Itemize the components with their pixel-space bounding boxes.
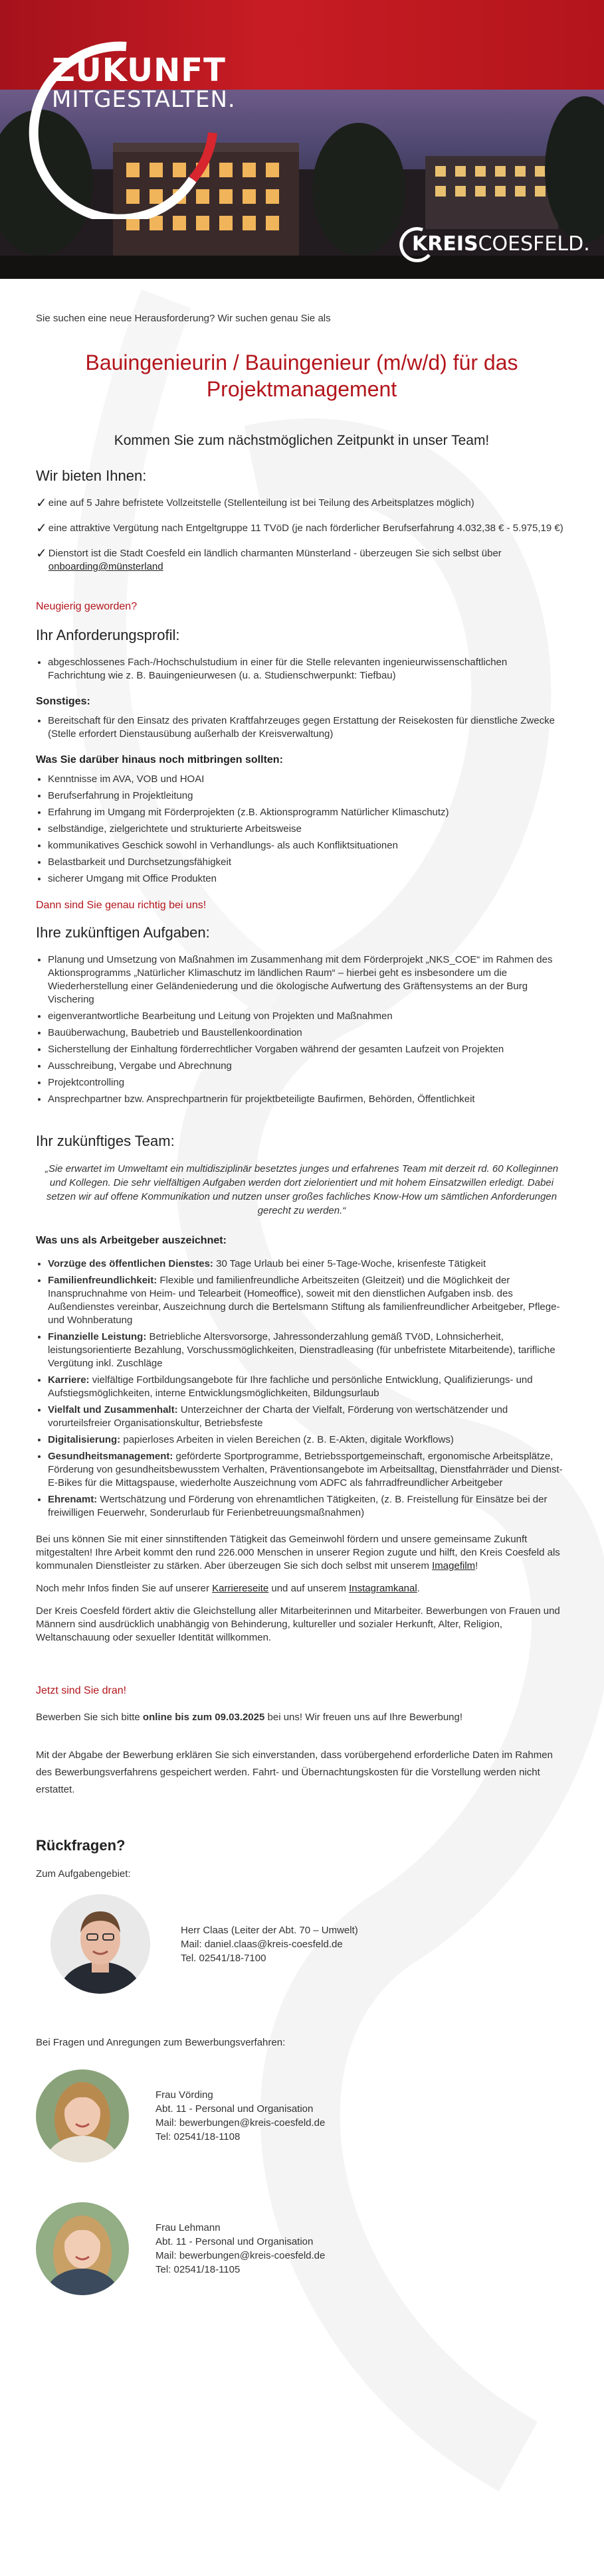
list-item: • kommunikatives Geschick sowohl in Verhandlungs- als auch Konfliktsituationen <box>48 839 567 852</box>
contact-lehmann <box>36 2202 567 2295</box>
profile-list <box>36 656 567 683</box>
list-item: • Ausschreibung, Vergabe und Abrechnung <box>48 1060 567 1073</box>
avatar <box>36 2069 129 2162</box>
list-item: • Belastbarkeit und Durchsetzungsfähigkeit <box>48 856 567 869</box>
task-contact-label: Zum Aufgabengebiet: <box>36 1868 131 1880</box>
questions-heading: Rückfragen? <box>36 1837 126 1854</box>
list-item: • sicherer Umgang mit Office Produkten <box>48 872 567 886</box>
check-icon: ✓ <box>36 546 47 561</box>
employer-list <box>36 1257 567 1520</box>
contact-phone: Tel: 02541/18-1105 <box>155 2264 241 2275</box>
list-item: • abgeschlossenes Fach-/Hochschulstudium in einer für die Stelle relevanten ingenieurwissenschaftlichen Fachrichtung wie z. B. Bauingenieurwesen (u. a. Studienschwerpunkt: Tiefbau) <box>48 656 567 683</box>
list-item: • Ansprechpartner bzw. Ansprechpartnerin für projektbeteiligte Baufirmen, Behörden, Öffentlichkeit <box>48 1093 567 1106</box>
contact-mail: Mail: bewerbungen@kreis-coesfeld.de <box>155 2250 326 2261</box>
extra-heading: Was Sie darüber hinaus noch mitbringen sollten: <box>36 754 283 765</box>
contact-name: Frau Vörding <box>155 2089 213 2101</box>
check-icon: ✓ <box>36 496 47 511</box>
contact-phone: Tel. 02541/18-7100 <box>181 1952 266 1964</box>
more-info-text: Noch mehr Infos finden Sie auf unserer Karriereseite und auf unserem Instagramkanal. <box>36 1583 420 1594</box>
list-item: • Berufserfahrung in Projektleitung <box>48 789 567 803</box>
process-contact-label: Bei Fragen und Anregungen zum Bewerbungsverfahren: <box>36 2037 286 2048</box>
header-banner <box>0 0 604 279</box>
list-item: • Karriere: vielfältige Fortbildungsangebote für Ihre fachliche und persönliche Entwicklung, Qualifizierungs- und Aufstiegsmöglichkeiten, interne Entwicklungsmöglichkeiten, Bildungsurlaub <box>48 1374 567 1400</box>
list-item: • Gesundheitsmanagement: geförderte Sportprogramme, Betriebssportgemeinschaft, ergonomische Arbeitsplätze, Förderung von gesundheitsbewusstem Verhalten, Präventionsangebote im Arbeitsalltag, Dienstfahrräder und Dienst-E-Bikes für die Mittagspause, wiederholte Auszeichnung vom ADFC als fahrradfreundlicher Arbeitgeber <box>48 1450 567 1490</box>
sonstiges-heading: Sonstiges: <box>36 696 90 707</box>
extra-list <box>36 773 567 886</box>
list-item: • selbständige, zielgerichtete und strukturierte Arbeitsweise <box>48 823 567 836</box>
list-item: • Finanzielle Leistung: Betriebliche Altersvorsorge, Jahressonderzahlung gemäß TVöD, Lohnsicherheit, leistungsorientierte Bezahlung, Vorschussmöglichkeiten, Dienstradleasing (für unbefristete Mitarbeitende), tarifliche Vergütung inkl. Zuschläge <box>48 1330 567 1370</box>
employer-heading: Was uns als Arbeitgeber auszeichnet: <box>36 1235 227 1246</box>
logo-line1: ZUKUNFT <box>52 52 226 89</box>
main-content <box>36 312 567 2322</box>
contact-dept: Abt. 11 - Personal und Organisation <box>155 2103 314 2115</box>
team-heading: Ihr zukünftiges Team: <box>36 1133 175 1149</box>
logo-ring-icon <box>13 20 239 219</box>
offer-item: ✓ eine attraktive Vergütung nach Entgeltgruppe 11 TVöD (je nach förderlicher Berufserfahrung 4.032,38 € - 5.975,19 €) <box>36 521 563 536</box>
apply-now-text: Jetzt sind Sie dran! <box>36 1685 127 1696</box>
kreis-coesfeld-logo: KREISCOESFELD. <box>412 232 590 256</box>
career-page-link[interactable]: Karriereseite <box>212 1583 269 1594</box>
offer-item: ✓ eine auf 5 Jahre befristete Vollzeitstelle (Stellenteilung ist bei Teilung des Arbeitsplatzes möglich) <box>36 496 474 511</box>
instagram-link[interactable]: Instagramkanal <box>349 1583 417 1594</box>
tasks-list <box>36 953 567 1106</box>
job-title: Bauingenieurin / Bauingenieur (m/w/d) für das Projektmanagement <box>85 351 518 401</box>
avatar <box>50 1894 150 1994</box>
logo-line2: MITGESTALTEN. <box>52 86 236 113</box>
list-item: • Vorzüge des öffentlichen Dienstes: 30 Tage Urlaub bei einer 5-Tage-Woche, krisenfeste Tätigkeit <box>48 1257 567 1271</box>
curious-text: Neugierig geworden? <box>36 601 138 612</box>
apply-text: Bewerben Sie sich bitte online bis zum 09.03.2025 bei uns! Wir freuen uns auf Ihre Bewerbung! <box>36 1712 463 1723</box>
contact-mail: Mail: daniel.claas@kreis-coesfeld.de <box>181 1938 343 1950</box>
contact-name: Herr Claas (Leiter der Abt. 70 – Umwelt) <box>181 1924 358 1936</box>
lead-text: Kommen Sie zum nächstmöglichen Zeitpunkt in unser Team! <box>114 433 490 448</box>
list-item: • Sicherstellung der Einhaltung förderrechtlicher Vorgaben während der gesamten Laufzeit von Projekten <box>48 1043 567 1056</box>
contact-phone: Tel: 02541/18-1108 <box>155 2131 241 2142</box>
offer-heading: Wir bieten Ihnen: <box>36 467 147 484</box>
list-item: • Bereitschaft für den Einsatz des privaten Kraftfahrzeuges gegen Erstattung der Reisekosten für dienstliche Zwecke (Stelle erfordert Dienstausübung außerhalb der Kreisverwaltung) <box>48 714 567 741</box>
list-item: • Digitalisierung: papierloses Arbeiten in vielen Bereichen (z. B. E-Akten, digitale Workflows) <box>48 1433 567 1447</box>
list-item: • Erfahrung im Umgang mit Förderprojekten (z.B. Aktionsprogramm Natürlicher Klimaschutz) <box>48 806 567 819</box>
region-text: Bei uns können Sie mit einer sinnstiftenden Tätigkeit das Gemeinwohl fördern und unsere gemeinsame Zukunft mitgestalten! Ihre Arbeit kommt den rund 226.000 Menschen in unserer Region zugute und hilft, den Kreis Coesfeld als kommunalen Dienstleister zu stärken. Aber überzeugen Sie sich doch selbst mit unserem Imagefilm! <box>36 1534 560 1571</box>
right-for-us-text: Dann sind Sie genau richtig bei uns! <box>36 900 207 911</box>
contact-claas <box>50 1894 567 1994</box>
list-item: • Vielfalt und Zusammenhalt: Unterzeichner der Charta der Vielfalt, Förderung von wertschätzender und vorurteilsfreier Organisationskultur, Betriebsfeste <box>48 1404 567 1430</box>
contact-mail: Mail: bewerbungen@kreis-coesfeld.de <box>155 2117 326 2129</box>
profile-heading: Ihr Anforderungsprofil: <box>36 627 180 643</box>
avatar <box>36 2202 129 2295</box>
contact-dept: Abt. 11 - Personal und Organisation <box>155 2236 314 2247</box>
team-quote: „Sie erwartet im Umweltamt ein multidisziplinär besetztes junges und erfahrenes Team mit derzeit rd. 60 Kolleginnen und Kollegen. Die sehr vielfältigen Aufgaben werden dort zielorientiert und mit hohem Einsatzwillen erledigt. Dabei setzen wir auf offene Kommunikation und nutzen unser großes fachliches Know-How um sämtlichen Anforderungen gerecht zu werden.“ <box>45 1163 559 1216</box>
offer-item: ✓ Dienstort ist die Stadt Coesfeld ein ländlich charmanten Münsterland - überzeugen Sie sich selbst über onboarding@münsterland <box>36 546 502 572</box>
list-item: • Ehrenamt: Wertschätzung und Förderung von ehrenamtlichen Tätigkeiten, (z. B. Freistellung für Einsätze bei der freiwilligen Feuerwehr, Sonderurlaub für Ferienbetreuungsmaßnahmen) <box>48 1493 567 1520</box>
check-icon: ✓ <box>36 521 47 536</box>
equality-text: Der Kreis Coesfeld fördert aktiv die Gleichstellung aller Mitarbeiterinnen und Mitarbeiter. Bewerbungen von Frauen und Männern sind ausdrücklich unabhängig von Behinderung, kultureller und sozialer Herkunft, Alter, Religion, Weltanschauung oder sexueller Identität willkommen. <box>36 1605 560 1643</box>
intro-text: Sie suchen eine neue Herausforderung? Wir suchen genau Sie als <box>36 313 331 324</box>
list-item: • Planung und Umsetzung von Maßnahmen im Zusammenhang mit dem Förderprojekt „NKS_COE“ im Rahmen des Aktionsprogramms „Natürlicher Klimaschutz im ländlichen Raum“ – hierbei geht es insbesondere um die Wiederherstellung einer Geländeniederung und die ökologische Aufwertung des Gräftensystems an der Burg Vischering <box>48 953 567 1006</box>
imagefilm-link[interactable]: Imagefilm <box>432 1560 476 1571</box>
list-item: • Bauüberwachung, Baubetrieb und Baustellenkoordination <box>48 1026 567 1040</box>
list-item: • eigenverantwortliche Bearbeitung und Leitung von Projekten und Maßnahmen <box>48 1010 567 1023</box>
contact-name: Frau Lehmann <box>155 2222 221 2233</box>
list-item: • Familienfreundlichkeit: Flexible und familienfreundliche Arbeitszeiten (Gleitzeit) und die Möglichkeit der Inanspruchnahme von Heim- und Telearbeit (Homeoffice), soweit mit den dienstlichen Aufgaben insb. des Außendienstes vereinbar, Auszeichnung durch die Bertelsmann Stiftung als familienfreundlicher Arbeitgeber, Pflege- und Wohnberatung <box>48 1274 567 1327</box>
list-item: • Projektcontrolling <box>48 1076 567 1089</box>
tasks-heading: Ihre zukünftigen Aufgaben: <box>36 924 210 941</box>
data-note: Mit der Abgabe der Bewerbung erklären Sie sich einverstanden, dass vorübergehend erforderliche Daten im Rahmen des Bewerbungsverfahrens gespeichert werden. Fahrt- und Übernachtungskosten für die Vorstellung werden nicht erstattet. <box>36 1749 553 1795</box>
list-item: • Kenntnisse im AVA, VOB und HOAI <box>48 773 567 786</box>
onboarding-link[interactable]: onboarding@münsterland <box>48 561 163 572</box>
contact-voerding <box>36 2069 567 2162</box>
sonstiges-list <box>36 714 567 741</box>
